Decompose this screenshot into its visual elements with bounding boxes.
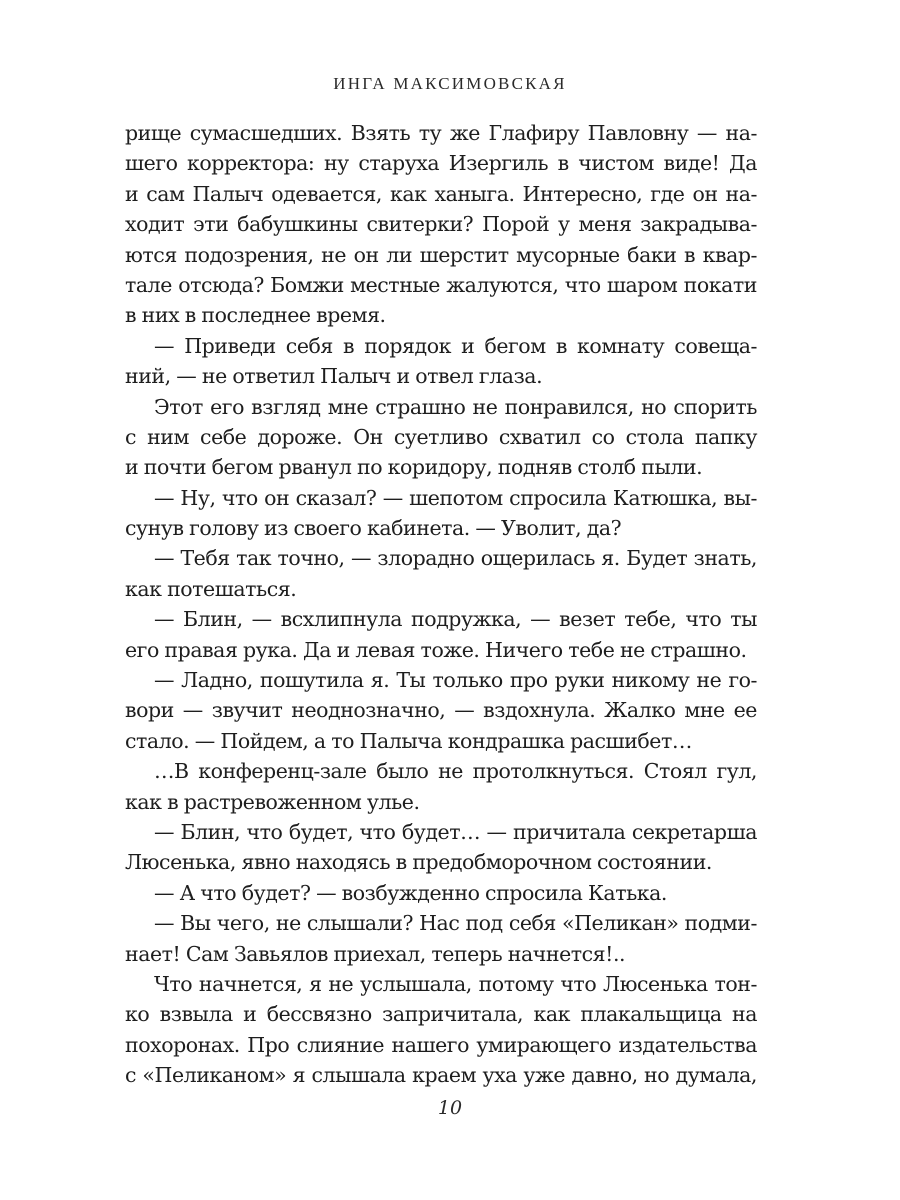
text-line: ются подозрения, не он ли шерстит мусорные баки в квар-: [125, 242, 757, 267]
text-line: и почти бегом рванул по коридору, подняв столб пыли.: [125, 455, 703, 480]
text-line: Люсенька, явно находясь в предобморочном состоянии.: [125, 850, 712, 875]
text-line: — Ладно, пошутила я. Ты только про руки никому не го-: [154, 668, 757, 693]
text-line: его правая рука. Да и левая тоже. Ничего тебе не страшно.: [125, 637, 747, 662]
body-text: [125, 118, 757, 1091]
text-line: как потешаться.: [125, 576, 297, 601]
text-line: шего корректора: ну старуха Изергиль в чистом виде! Да: [125, 151, 757, 176]
text-line: стало. — Пойдем, а то Палыча кондрашка расшибет…: [125, 728, 692, 753]
text-line: ко взвыла и бессвязно запричитала, как плакальщица на: [125, 1002, 757, 1027]
text-line: ходит эти бабушкины свитерки? Порой у меня закрадыва-: [125, 212, 757, 237]
text-line: — Ну, что он сказал? — шепотом спросила Катюшка, вы-: [154, 485, 757, 510]
text-line: …В конференц-зале было не протолкнуться. Стоял гул,: [154, 759, 757, 784]
text-line: — Блин, что будет, что будет… — причитала секретарша: [154, 819, 757, 844]
text-line: — Вы чего, не слышали? Нас под себя «Пеликан» подми-: [154, 911, 757, 936]
text-line: в них в последнее время.: [125, 303, 386, 328]
page-number: 10: [437, 1097, 463, 1119]
text-line: сунув голову из своего кабинета. — Уволит, да?: [125, 516, 622, 541]
text-line: ний, — не ответил Палыч и отвел глаза.: [125, 364, 543, 389]
text-line: как в растревоженном улье.: [125, 789, 420, 814]
text-line: с ним себе дороже. Он суетливо схватил со стола папку: [125, 424, 757, 449]
running-head: ИНГА МАКСИМОВСКАЯ: [333, 74, 567, 93]
text-line: тале отсюда? Бомжи местные жалуются, что шаром покати: [125, 272, 757, 297]
text-line: с «Пеликаном» я слышала краем уха уже давно, но думала,: [125, 1063, 757, 1088]
text-line: рище сумасшедших. Взять ту же Глафиру Павловну — на-: [125, 121, 757, 145]
text-line: Этот его взгляд мне страшно не понравился, но спорить: [154, 394, 757, 419]
text-line: и сам Палыч одевается, как ханыга. Интересно, где он на-: [125, 181, 757, 206]
text-line: похоронах. Про слияние нашего умирающего издательства: [125, 1032, 757, 1057]
text-line: — А что будет? — возбужденно спросила Катька.: [154, 880, 668, 905]
text-line: — Блин, — всхлипнула подружка, — везет тебе, что ты: [154, 607, 757, 632]
text-line: — Приведи себя в порядок и бегом в комнату совеща-: [154, 333, 757, 358]
text-line: Что начнется, я не услышала, потому что Люсенька тон-: [154, 971, 757, 996]
text-line: вори — звучит неоднозначно, — вздохнула. Жалко мне ее: [125, 698, 757, 723]
text-line: нает! Сам Завьялов приехал, теперь начнется!..: [125, 941, 626, 966]
text-line: — Тебя так точно, — злорадно ощерилась я. Будет знать,: [154, 546, 757, 571]
